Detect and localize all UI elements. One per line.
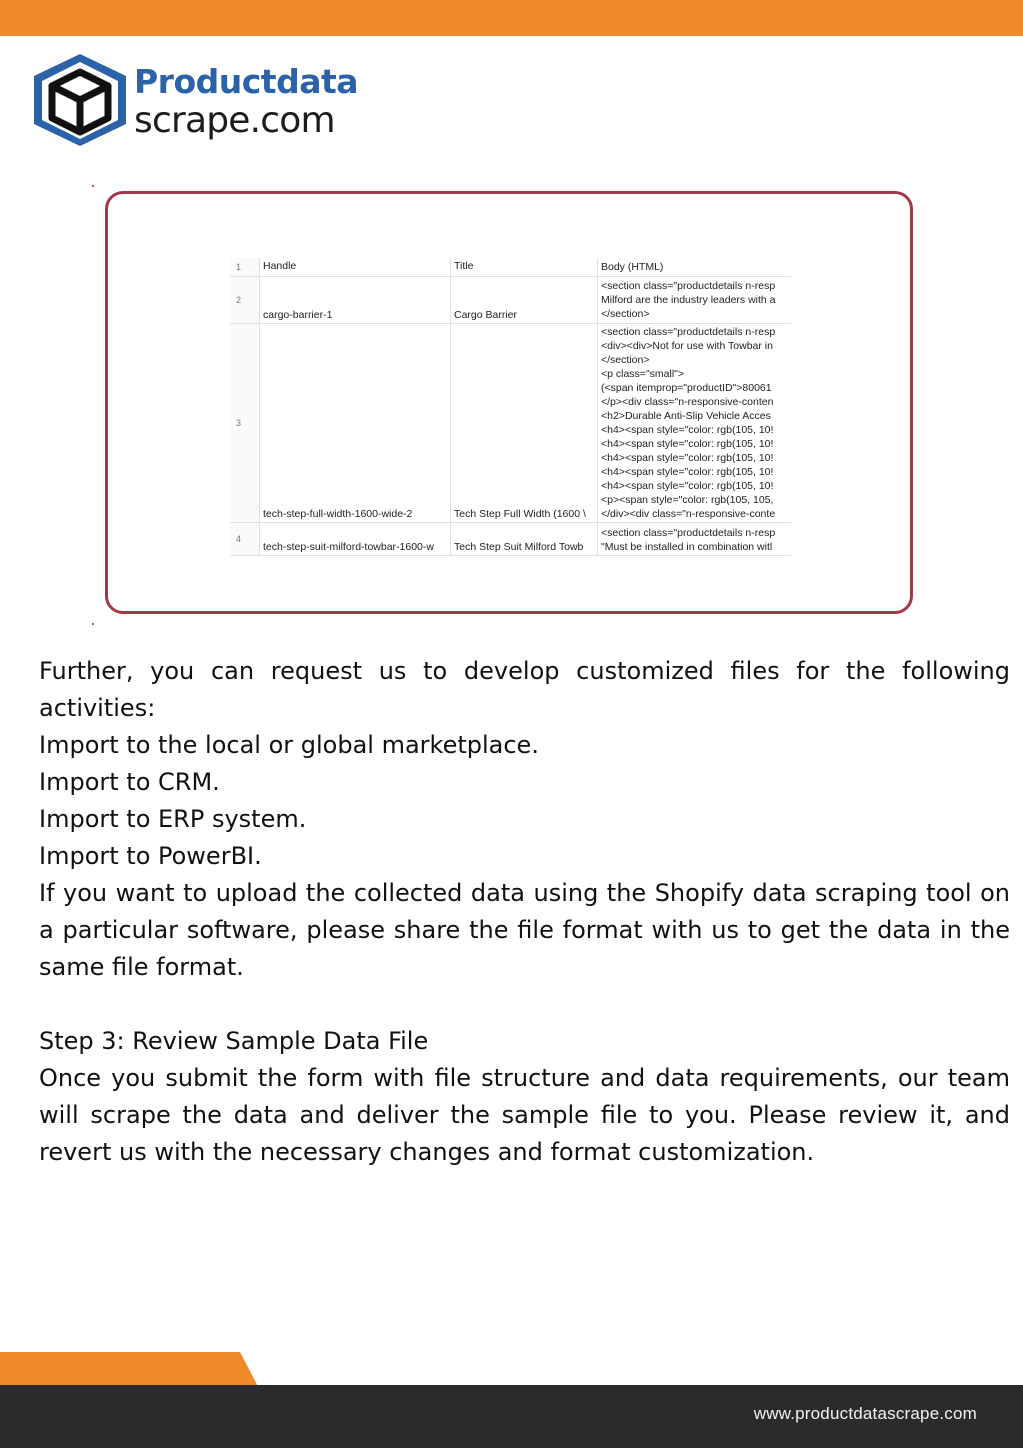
table-row [230,523,791,556]
frame-corner-mark [92,623,94,625]
list-item: Import to PowerBI. [39,842,262,870]
row-number: 1 [230,258,260,276]
row-number: 3 [230,324,260,522]
top-accent-bar [0,0,1023,36]
body-line: </section> [601,308,650,320]
cell-text: tech-step-suit-milford-towbar-1600-w [263,541,434,553]
cell-text: Tech Step Full Width (1600 \ [454,508,586,520]
brand-logo[interactable] [28,50,408,150]
table-row [230,324,791,523]
step-heading: Step 3: Review Sample Data File [39,1027,429,1055]
footer [0,1352,1023,1448]
intro-paragraph: Further, you can request us to develop customized files for the following activities: [39,657,1010,722]
body-line: <section class="productdetails n-resp [601,326,776,338]
handle-cell [260,277,451,323]
paragraph-spacer [39,986,1010,1023]
frame-corner-mark [92,185,94,187]
list-item: Import to the local or global marketplace. [39,731,539,759]
logo-text-scrape: scrape.com [134,100,335,141]
cell-text: cargo-barrier-1 [263,309,333,321]
footer-website-link[interactable]: www.productdatascrape.com [753,1404,977,1423]
row-number: 4 [230,523,260,555]
body-line: <div><div>Not for use with Towbar in [601,340,773,352]
body-line: <h4><span style="color: rgb(105, 10! [601,438,774,450]
body-cell [598,277,791,323]
header-label: Title [454,260,474,272]
logo-text-productdata: Productdata [134,62,359,101]
body-cell [598,324,791,522]
body-line: </p><div class="n-responsive-conten [601,396,774,408]
body-line: </section> [601,354,650,366]
title-cell [451,277,598,323]
upload-paragraph: If you want to upload the collected data using the Shopify data scraping tool on a particular software, please share the file format with us to get the data in the same file format. [39,879,1010,981]
list-item: Import to CRM. [39,768,220,796]
body-line: <section class="productdetails n-resp [601,280,776,292]
body-line: "Must be installed in combination witl [601,541,773,553]
title-cell [451,324,598,522]
body-line: <section class="productdetails n-resp [601,527,776,539]
cell-text: Tech Step Suit Milford Towb [454,541,584,553]
column-header-body: Body (HTML) [601,261,664,273]
header-label: Handle [263,260,297,272]
cell-text: tech-step-full-width-1600-wide-2 [263,508,413,520]
body-line: <h4><span style="color: rgb(105, 10! [601,466,774,478]
body-text [39,653,1010,1171]
body-line: <p class="small"> [601,368,685,380]
body-cell [598,523,791,555]
list-item: Import to ERP system. [39,805,307,833]
body-line: </div><div class="n-responsive-conte [601,508,776,520]
spreadsheet-preview [230,258,791,556]
cell-text: Cargo Barrier [454,309,518,321]
body-line: <h4><span style="color: rgb(105, 10! [601,424,774,436]
title-cell [451,523,598,555]
column-header-handle [260,258,451,276]
body-line: Milford are the industry leaders with a [601,294,776,306]
body-line: <h2>Durable Anti-Slip Vehicle Acces [601,410,771,422]
handle-cell [260,523,451,555]
header-row [230,258,791,277]
handle-cell [260,324,451,522]
column-header-title [451,258,598,276]
body-line: (<span itemprop="productID">80061 [601,382,772,394]
row-number: 2 [230,277,260,323]
body-line: <h4><span style="color: rgb(105, 10! [601,480,774,492]
cube-logo-icon [28,50,132,150]
step-paragraph: Once you submit the form with file structure and data requirements, our team will scrape the data and deliver the sample file to you. Please review it, and revert us with the necessary changes and format customization. [39,1064,1010,1166]
body-line: <p><span style="color: rgb(105, 105, [601,494,774,506]
table-row [230,277,791,324]
body-line: <h4><span style="color: rgb(105, 10! [601,452,774,464]
